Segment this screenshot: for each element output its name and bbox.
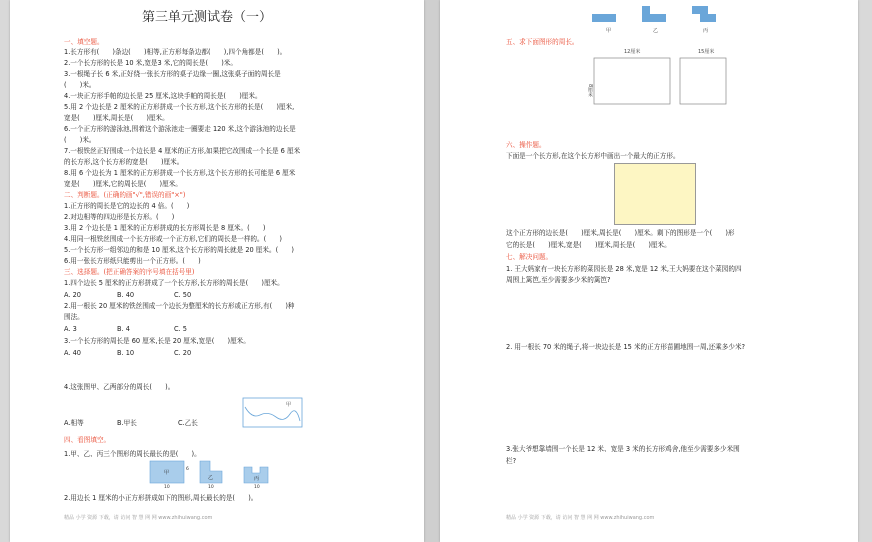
question-line: 2. 用一根长 70 米的绳子,将一块边长是 15 米的正方形苗圃地围一周,还乘多少米? [506,343,746,351]
question-line: 3.一个长方形的周长是 60 厘米,长是 20 厘米,宽是( )厘米。 [64,337,250,345]
question-line: 4.一块正方形手帕的边长是 25 厘米,这块手帕的周长是( )厘米。 [64,92,262,100]
s5-figures [580,46,730,106]
question-line: 宽是( )厘米,它的周长是( )厘米。 [64,180,182,188]
option-c: C. 20 [174,349,192,357]
question-line: 3.张大爷想靠墙围一个长是 12 米、宽是 3 米的长方形鸡舍,他至少需要多少米围 [506,445,740,453]
question-line: 围法。 [64,313,84,321]
document-page-right [440,0,858,542]
question-line: 1.长方形有( )条边( )相等,正方形每条边都( ),四个角都是( )。 [64,48,287,56]
question-line: 1. 王大妈家有一块长方形的菜园长是 28 米,宽是 12 米,王大妈要在这个菜园的四 [506,265,742,273]
section-heading: 三、选择题。(把正确答案的序号填在括号里) [64,268,195,276]
option-b: B. 4 [117,325,130,333]
question-line: 2.一个长方形的长是 10 米,宽是3 米,它的周长是( )米。 [64,59,237,67]
question-line: ( )米。 [64,136,96,144]
shape-label: 甲 [606,28,612,34]
option-c: C. 50 [174,291,192,299]
question-line: 5.一个长方形一组邻边的和是 10 厘米,这个长方形的周长就是 20 厘米。( ) [64,246,294,254]
section-heading: 五、求下面图形的周长。 [506,38,579,46]
dim-label: 12厘米 [624,49,641,55]
section-heading: 七、解决问题。 [506,253,553,261]
option-c: C.乙长 [178,419,198,427]
section-heading: 二、判断题。(正确的画"√",错误的画"×") [64,191,186,199]
page-gap [424,0,440,542]
page-footer: 精品 小学 资源 下载，请 访问 智 慧 网 网 www.zhihuiwang.com [64,515,213,521]
option-a: A.相等 [64,419,84,427]
question-line: 6.用一张长方形纸只能剪出一个正方形。( ) [64,257,201,265]
page-footer: 精品 小学 资源 下载，请 访问 智 慧 网 网 www.zhihuiwang.com [506,515,655,521]
figure-label-bing: 丙 [254,476,260,482]
q4-figure [242,397,304,429]
section-heading: 四、看图填空。 [64,436,111,444]
section-heading: 一、填空题。 [64,38,104,46]
figure-label-yi: 乙 [208,475,214,481]
question-line: 栏? [506,457,517,465]
s4-figures [148,459,292,489]
question-line: 8.用 6 个边长为 1 厘米的正方形拼成一个长方形,这个长方形的长可能是 6 厘米 [64,169,296,177]
q4-figure-label: 甲 [286,402,292,408]
figure-label-jia: 甲 [164,470,170,476]
question-line: 3.一根绳子长 6 米,正好绕一张长方形的桌子边缘一圈,这张桌子面的周长是 [64,70,281,78]
question-line: 3.用 2 个边长是 1 厘米的正方形拼成的长方形周长是 8 厘米。( ) [64,224,266,232]
dim-label: 15厘米 [698,49,715,55]
operation-rectangle [614,163,696,225]
question-line: 2.对边相等的四边形是长方形。( ) [64,213,175,221]
option-a: A. 20 [64,291,81,299]
top-shapes [590,0,722,36]
question-line: 1.甲、乙、丙三个图形的周长最长的是( )。 [64,450,201,458]
document-page-left [10,0,424,542]
dim-label: 10 [164,485,170,489]
question-line: 7.一根铁丝正好围成一个边长是 4 厘米的正方形,如果把它改围成一个长是 6 厘米 [64,147,301,155]
option-b: B. 40 [117,291,135,299]
option-b: B.甲长 [117,419,137,427]
question-line: 宽是( )厘米,周长是( )厘米。 [64,114,169,122]
option-a: A. 3 [64,325,77,333]
question-line: 下面是一个长方形,在这个长方形中画出一个最大的正方形。 [506,152,680,160]
question-line: 2.用一根长 20 厘米的铁丝围成一个边长为整厘米的长方形或正方形,有( )种 [64,302,295,310]
question-line: 2.用边长 1 厘米的小正方形拼成如下的图形,周长最长的是( )。 [64,494,258,502]
question-line: 的长方形,这个长方形的宽是( )厘米。 [64,158,184,166]
question-line: ( )米。 [64,81,96,89]
section-heading: 六、操作题。 [506,141,546,149]
question-line: 4.用同一根铁丝围成一个长方形或一个正方形,它们的周长是一样的。( ) [64,235,282,243]
shape-label: 乙 [653,28,659,34]
question-line: 1.正方形的周长是它的边长的 4 倍。( ) [64,202,190,210]
shape-label: 丙 [703,28,709,34]
dim-label: 6 [186,467,189,472]
question-line: 1.四个边长 5 厘米的正方形拼成了一个长方形,长方形的周长是( )厘米。 [64,279,284,287]
question-line: 4.这张图甲、乙两部分的周长( )。 [64,383,175,391]
question-line: 这个正方形的边长是( )厘米,周长是( )厘米。剩下的图形是一个( )形 [506,229,735,237]
dim-label: 10 [254,485,260,489]
question-line: 5.用 2 个边长是 2 厘米的正方形拼成一个长方形,这个长方形的长是( )厘米, [64,103,295,111]
dim-label: 10 [208,485,214,489]
option-b: B. 10 [117,349,135,357]
question-line: 6.一个正方形的游泳池,围着这个游泳池走一圈要走 120 米,这个游泳池的边长是 [64,125,296,133]
question-line: 周围上篱笆,至少需要多少米的篱笆? [506,276,611,284]
option-c: C. 5 [174,325,187,333]
question-line: 它的长是( )厘米,宽是( )厘米,周长是( )厘米。 [506,241,671,249]
page-title: 第三单元测试卷（一） [142,10,273,25]
dim-label: 8厘米 [587,84,593,98]
option-a: A. 40 [64,349,81,357]
